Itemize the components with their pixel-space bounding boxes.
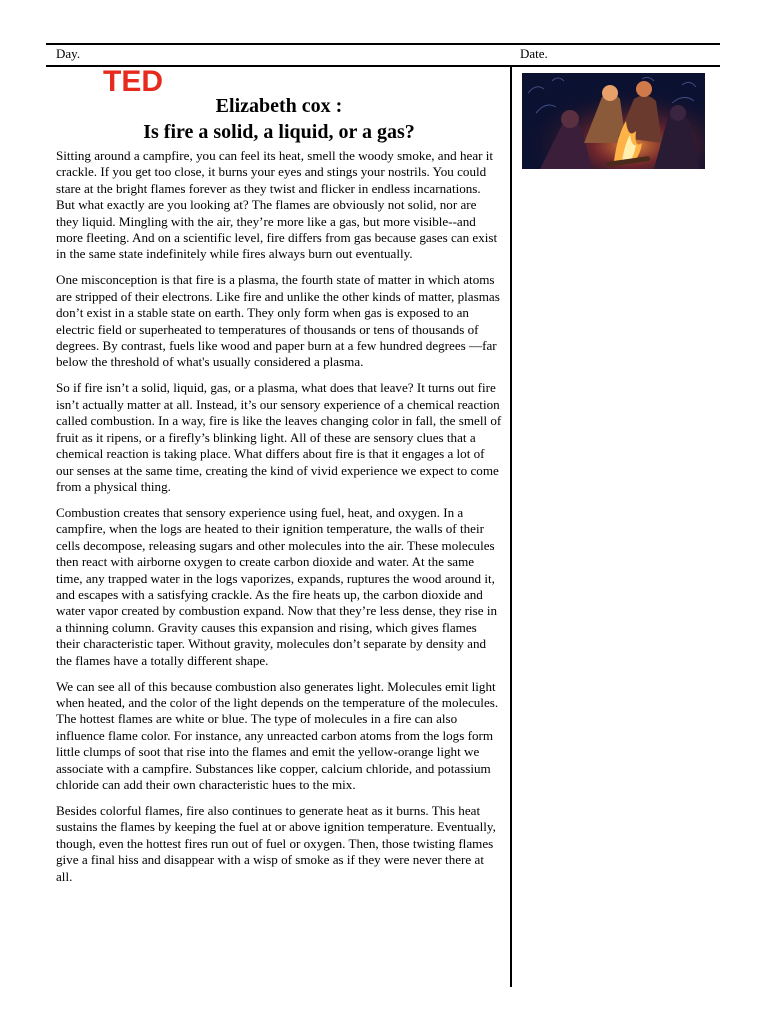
campfire-illustration [522, 73, 705, 169]
article-paragraph: Combustion creates that sensory experience using fuel, heat, and oxygen. In a campfire, when the logs are heated to their ignition temperature, the walls of their cells decompose, releasing sugars and other molecules into the air. These molecules then react with airborne oxygen to create carbon dioxide and water. At the same time, any trapped water in the logs vaporizes, expands, ruptures the wood around it, and escapes with a satisfying crackle. As the fire heats up, the carbon dioxide and water vapor created by combustion expand. Now that they’re less dense, they rise in a thinning column. Gravity causes this expansion and rising, which gives flames their characteristic taper. Without gravity, molecules don’t separate by density and the flames have a totally different shape. [56, 504, 498, 668]
header-top-rule [46, 43, 720, 45]
campfire-illustration-svg [522, 73, 705, 169]
day-label: Day. [56, 46, 81, 61]
article-body [56, 148, 502, 895]
article-paragraph: So if fire isn’t a solid, liquid, gas, or a plasma, what does that leave? It turns out fire isn’t actually matter at all. Instead, it’s our sensory experience of a chemical reaction called combustion. In a way, fire is like the leaves changing color in fall, the smell of fruit as it ripens, or a firefly’s blinking light. All of these are sensory clues that a chemical reaction is taking place. What differs about fire is that it engages a lot of our senses at the same time, creating the kind of vivid experience we expect to come from a physical thing. [56, 380, 502, 494]
article-paragraph: One misconception is that fire is a plasma, the fourth state of matter in which atoms are stripped of their electrons. Like fire and unlike the other kinds of matter, plasmas don’t exist in a stable state on earth. They only form when gas is exposed to an electric field or superheated to temperatures of thousands or tens of thousands of degrees. By contrast, fuels like wood and paper burn at a few hundred degrees —far below the threshold of what's usually considered a plasma. [56, 272, 500, 370]
article-title: Is fire a solid, a liquid, or a gas? [143, 121, 415, 143]
ted-logo: TED [103, 65, 163, 98]
article-paragraph: Besides colorful flames, fire also continues to generate heat as it burns. This heat sustains the flames by keeping the fuel at or above ignition temperature. Eventually, though, even the hottest fires run out of fuel or oxygen. Then, those twisting flames give a final hiss and disappear with a wisp of smoke as if they were never there at all. [56, 803, 496, 884]
title-block [56, 93, 502, 145]
column-divider [510, 65, 512, 987]
date-label: Date. [520, 46, 548, 61]
article-paragraph: Sitting around a campfire, you can feel its heat, smell the woody smoke, and hear it crackle. If you get too close, it burns your eyes and stings your nostrils. You could stare at the bright flames forever as they twist and flicker in endless incarnations. But what exactly are you looking at? The flames are obviously not solid, nor are they liquid. Mingling with the air, they’re more like a gas, but more visible--and more fleeting. And on a scientific level, fire differs from gas because gases can exist in the same state indefinitely while fires always burn out eventually. [56, 148, 498, 262]
article-paragraph: We can see all of this because combustion also generates light. Molecules emit light when heated, and the color of the light depends on the temperature of the molecules. The hottest flames are white or blue. The type of molecules in a fire can also influence flame color. For instance, any unreacted carbon atoms from the logs form little clumps of soot that rise into the flames and emit the yellow-orange light we associate with a campfire. Substances like copper, calcium chloride, and potassium chloride can add their own characteristic hues to the mix. [56, 678, 499, 792]
author-heading: Elizabeth cox : [215, 95, 343, 117]
